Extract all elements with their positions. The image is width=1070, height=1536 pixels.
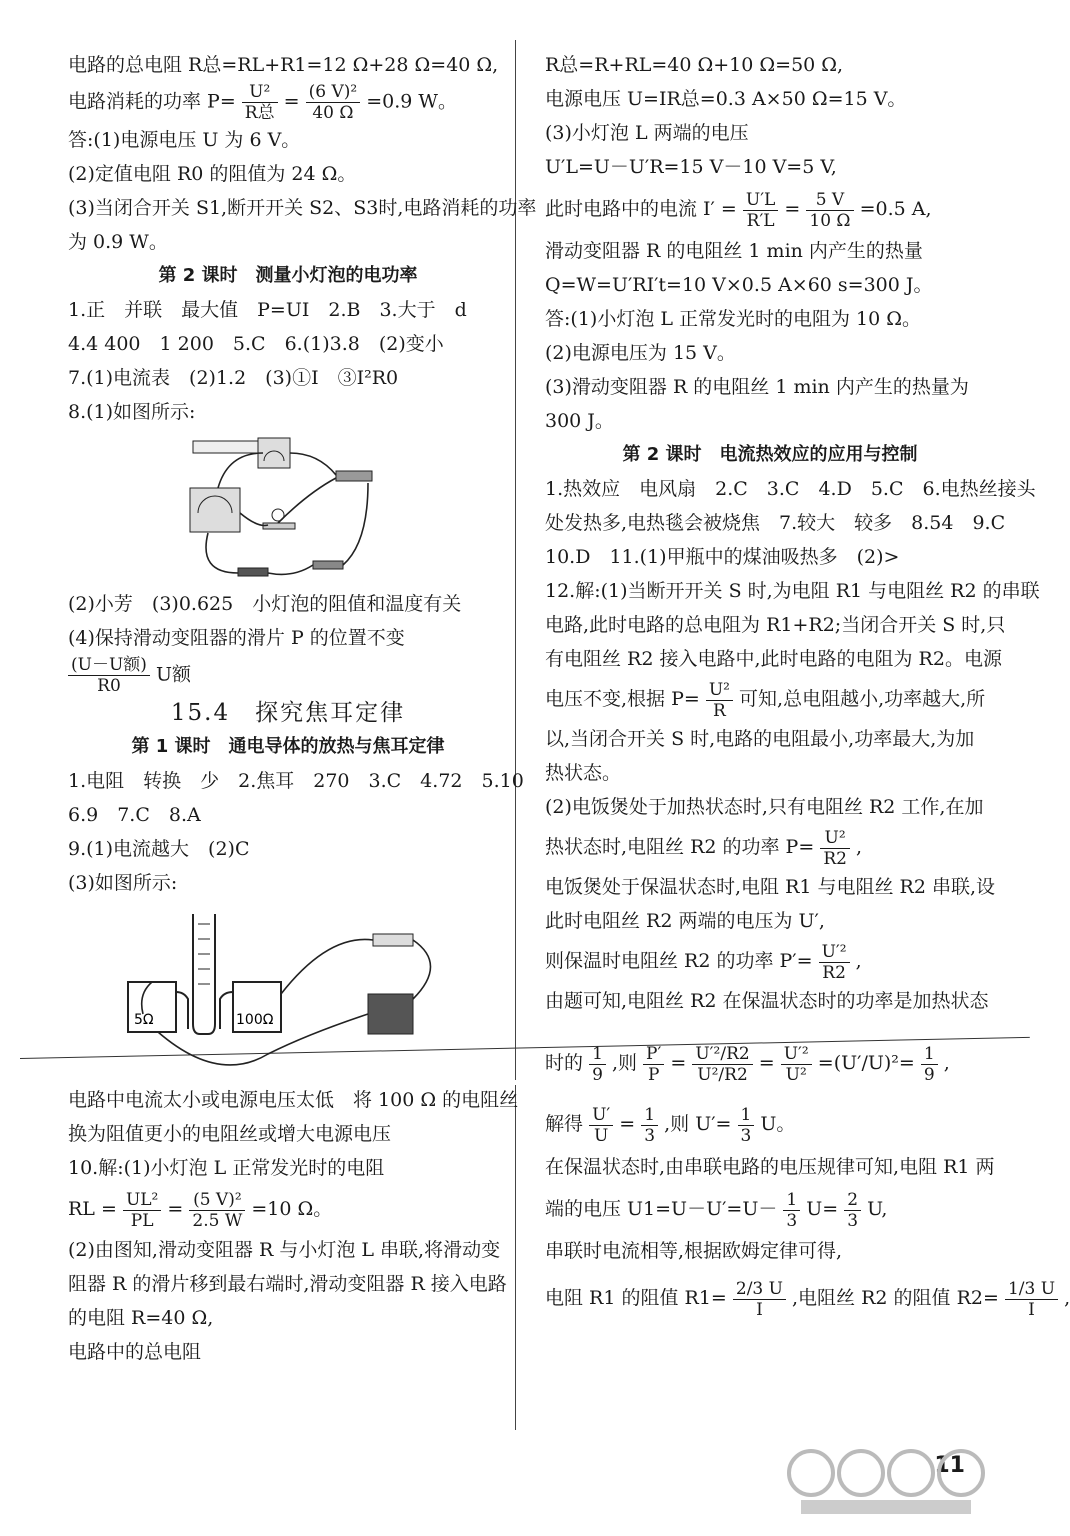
formula-line: 则保温时电阻丝 R2 的功率 P′= $\frac{\text{U′²}}{R2}$ , [545,941,862,983]
answer-line: 6.9 7.C 8.A [68,804,201,826]
answer-line: Q=W=U′RI′t=10 V×0.5 A×60 s=300 J。 [545,274,933,296]
answer-line: 电路中电流太小或电源电压太低 将 100 Ω 的电阻丝 [68,1089,519,1111]
chapter-heading: 15.4 探究焦耳定律 [170,700,406,726]
section-heading: 第 2 课时 电流热效应的应用与控制 [622,444,918,465]
formula-line: 解得 $\frac{U'}{U}$ = $\frac{1}{3}$ ,则 U′= $\frac{1}{3}$ U。 [545,1104,796,1146]
text-line: 为 0.9 W。 [68,231,168,253]
page-number: 11 [934,1453,965,1478]
text-line: 答:(1)电源电压 U 为 6 V。 [68,129,301,151]
answer-line: (3)滑动变阻器 R 的电阻丝 1 min 内产生的热量为 [545,376,969,398]
answer-line: 电饭煲处于保温状态时,电阻 R1 与电阻丝 R2 串联,设 [545,876,996,898]
answer-line: 阻器 R 的滑片移到最右端时,滑动变阻器 R 接入电路 [68,1273,507,1295]
answer-line: 1.正 并联 最大值 P=UI 2.B 3.大于 d [68,299,467,321]
answer-line: 9.(1)电流越大 (2)C [68,838,250,860]
answer-line: 处发热多,电热毯会被烧焦 7.较大 较多 8.54 9.C [545,512,1006,534]
answer-line: (2)电源电压为 15 V。 [545,342,736,364]
text-line: (2)定值电阻 R0 的阻值为 24 Ω。 [68,163,357,185]
answer-line: 12.解:(1)当断开开关 S 时,为电阻 R1 与电阻丝 R2 的串联 [545,580,1040,602]
answer-line: (4)保持滑动变阻器的滑片 P 的位置不变 [68,627,405,649]
text-line: 电路的总电阻 R总=RL+R1=12 Ω+28 Ω=40 Ω, [68,54,499,76]
power-formula: 电路消耗的功率 P= $\frac{\text{U²}}{\text{R总}}$ = $\frac{\text{(6 V)²}}{40 \Omega}$ =0.9 W。 [68,82,457,123]
text-line: (3)当闭合开关 S1,断开开关 S2、S3时,电路消耗的功率 [68,197,537,219]
answer-line: 答:(1)小灯泡 L 正常发光时的电阻为 10 Ω。 [545,308,922,330]
answer-line: 热状态。 [545,762,622,784]
answer-line: 电路,此时电路的总电阻为 R1+R2;当闭合开关 S 时,只 [545,614,1006,636]
answer-line: 8.(1)如图所示: [68,401,196,423]
circuit-figure-2 [68,904,488,1079]
resistor-label-5: 5Ω [134,1012,154,1028]
answer-line: U′L=U－U′R=15 V－10 V=5 V, [545,156,837,178]
answer-line: 7.(1)电流表 (2)1.2 (3)①I ③I²R0 [68,367,399,389]
answer-line: 串联时电流相等,根据欧姆定律可得, [545,1240,843,1262]
answer-line: 在保温状态时,由串联电路的电压规律可知,电阻 R1 两 [545,1156,995,1178]
answer-line: 有电阻丝 R2 接入电路中,此时电路的电阻为 R2。电源 [545,648,1002,670]
answer-line: 1.电阻 转换 少 2.焦耳 270 3.C 4.72 5.10 [68,770,524,792]
formula-line: 时的 $\frac{1}{9}$ ,则 $\frac{P'}{P}$ = $\frac{\text{U′²/R2}}{\text{U²/R2}}$ = $\frac{\text{U′²}}{\text{U²}}$ =(U′/U)²= $\frac{1}{9}$ , [545,1043,950,1085]
answer-line: 的电阻 R=40 Ω, [68,1307,214,1329]
answer-line: 电源电压 U=IR总=0.3 A×50 Ω=15 V。 [545,88,907,110]
answer-line: (2)由图知,滑动变阻器 R 与小灯泡 L 串联,将滑动变 [68,1239,501,1261]
answer-line: (3)小灯泡 L 两端的电压 [545,122,749,144]
watermark-logo [781,1438,991,1518]
answer-line: R总=R+RL=40 Ω+10 Ω=50 Ω, [545,54,844,76]
column-divider [515,40,516,1080]
right-column [545,48,1070,1328]
section-heading: 第 2 课时 测量小灯泡的电功率 [158,265,418,286]
answer-line: 4.4 400 1 200 5.C 6.(1)3.8 (2)变小 [68,333,444,355]
formula-line: RL = $\frac{\text{UL²}}{PL}$ = $\frac{\text{(5 V)²}}{2.5 W}$ =10 Ω。 [68,1189,333,1231]
answer-line: 10.解:(1)小灯泡 L 正常发光时的电阻 [68,1157,385,1179]
answer-line: 1.热效应 电风扇 2.C 3.C 4.D 5.C 6.电热丝接头 [545,478,1036,500]
answer-line: 电路中的总电阻 [68,1341,202,1363]
answer-line: 换为阻值更小的电阻丝或增大电源电压 [68,1123,392,1145]
formula-line: 热状态时,电阻丝 R2 的功率 P= $\frac{\text{U²}}{R2}$ , [545,827,863,869]
left-column [68,48,537,1369]
formula-line: 电压不变,根据 P= $\frac{\text{U²}}{R}$ 可知,总电阻越小,功率越大,所 [545,679,986,721]
formula-line: 电阻 R1 的阻值 R1= $\frac{2/3 U}{I}$ ,电阻丝 R2 的阻值 R2= $\frac{1/3 U}{I}$ , [545,1278,1070,1320]
answer-line: 滑动变阻器 R 的电阻丝 1 min 内产生的热量 [545,240,923,262]
answer-line: 由题可知,电阻丝 R2 在保温状态时的功率是加热状态 [545,990,989,1012]
formula-line: $\frac{\text{(U－U额)}}{R0}$ U额 [68,655,508,696]
formula-line: 此时电路中的电流 I′ = $\frac{U'L}{R'L}$ = $\frac{5 V}{10 \Omega}$ =0.5 A, [545,189,932,231]
section-heading: 第 1 课时 通电导体的放热与焦耳定律 [131,736,445,757]
answer-line: 此时电阻丝 R2 两端的电压为 U′, [545,910,825,932]
answer-line: (2)小芳 (3)0.625 小灯泡的阻值和温度有关 [68,593,462,615]
answer-line: (2)电饭煲处于加热状态时,只有电阻丝 R2 工作,在加 [545,796,984,818]
answer-line: 10.D 11.(1)甲瓶中的煤油吸热多 (2)> [545,546,900,568]
circuit-figure-1 [68,433,488,583]
answer-line: (3)如图所示: [68,872,178,894]
answer-line: 以,当闭合开关 S 时,电路的电阻最小,功率最大,为加 [545,728,975,750]
column-divider-lower [515,1085,516,1430]
formula-line: 端的电压 U1=U－U′=U－ $\frac{1}{3}$ U= $\frac{2}{3}$ U, [545,1189,888,1231]
answer-line: 300 J。 [545,410,614,432]
resistor-label-100: 100Ω [236,1012,274,1028]
